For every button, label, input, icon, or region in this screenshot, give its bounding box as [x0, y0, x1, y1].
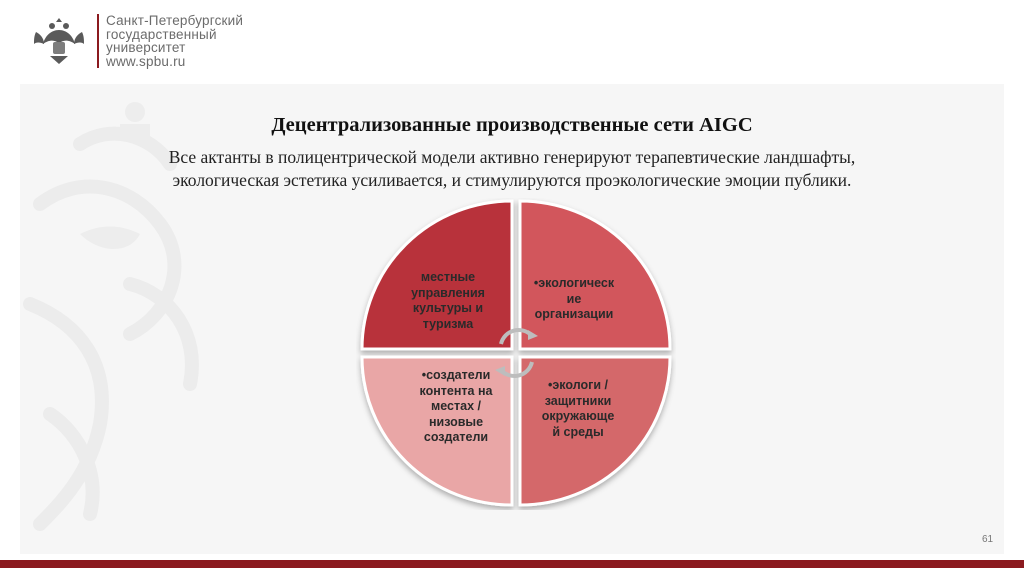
header [0, 0, 1024, 76]
quadrant-label-bottom-right: •экологи / защитники окружающе й среды [541, 378, 615, 439]
logo-line: государственный [106, 26, 217, 42]
slide-subtitle [0, 146, 1024, 191]
subtitle-line: экологическая эстетика усиливается, и стимулируются проэкологические эмоции публики. [172, 169, 852, 190]
quadrant-label-top-right: •экологическ ие организации [533, 276, 615, 321]
logo-url: www.spbu.ru [106, 53, 186, 69]
quadrant-cycle-diagram [356, 198, 676, 510]
double-headed-eagle-icon [30, 12, 88, 70]
subtitle-line: Все актанты в полицентрической модели активно генерируют терапевтические ландшафты, [168, 147, 856, 167]
quadrant-label-bottom-left: •создатели контента на местах / низовые создатели [419, 368, 493, 444]
quadrant-top-right [520, 201, 670, 349]
logo-line: Санкт-Петербургский [106, 13, 244, 28]
university-logo-text [106, 14, 243, 68]
quadrant-label-top-left: местные управления культуры и туризма [411, 270, 485, 331]
footer-bar [0, 560, 1024, 568]
logo-divider [97, 14, 99, 68]
logo-line: университет [106, 40, 186, 56]
page-number: 61 [982, 534, 994, 545]
slide-title: Децентрализованные производственные сети AIGC [271, 114, 753, 136]
